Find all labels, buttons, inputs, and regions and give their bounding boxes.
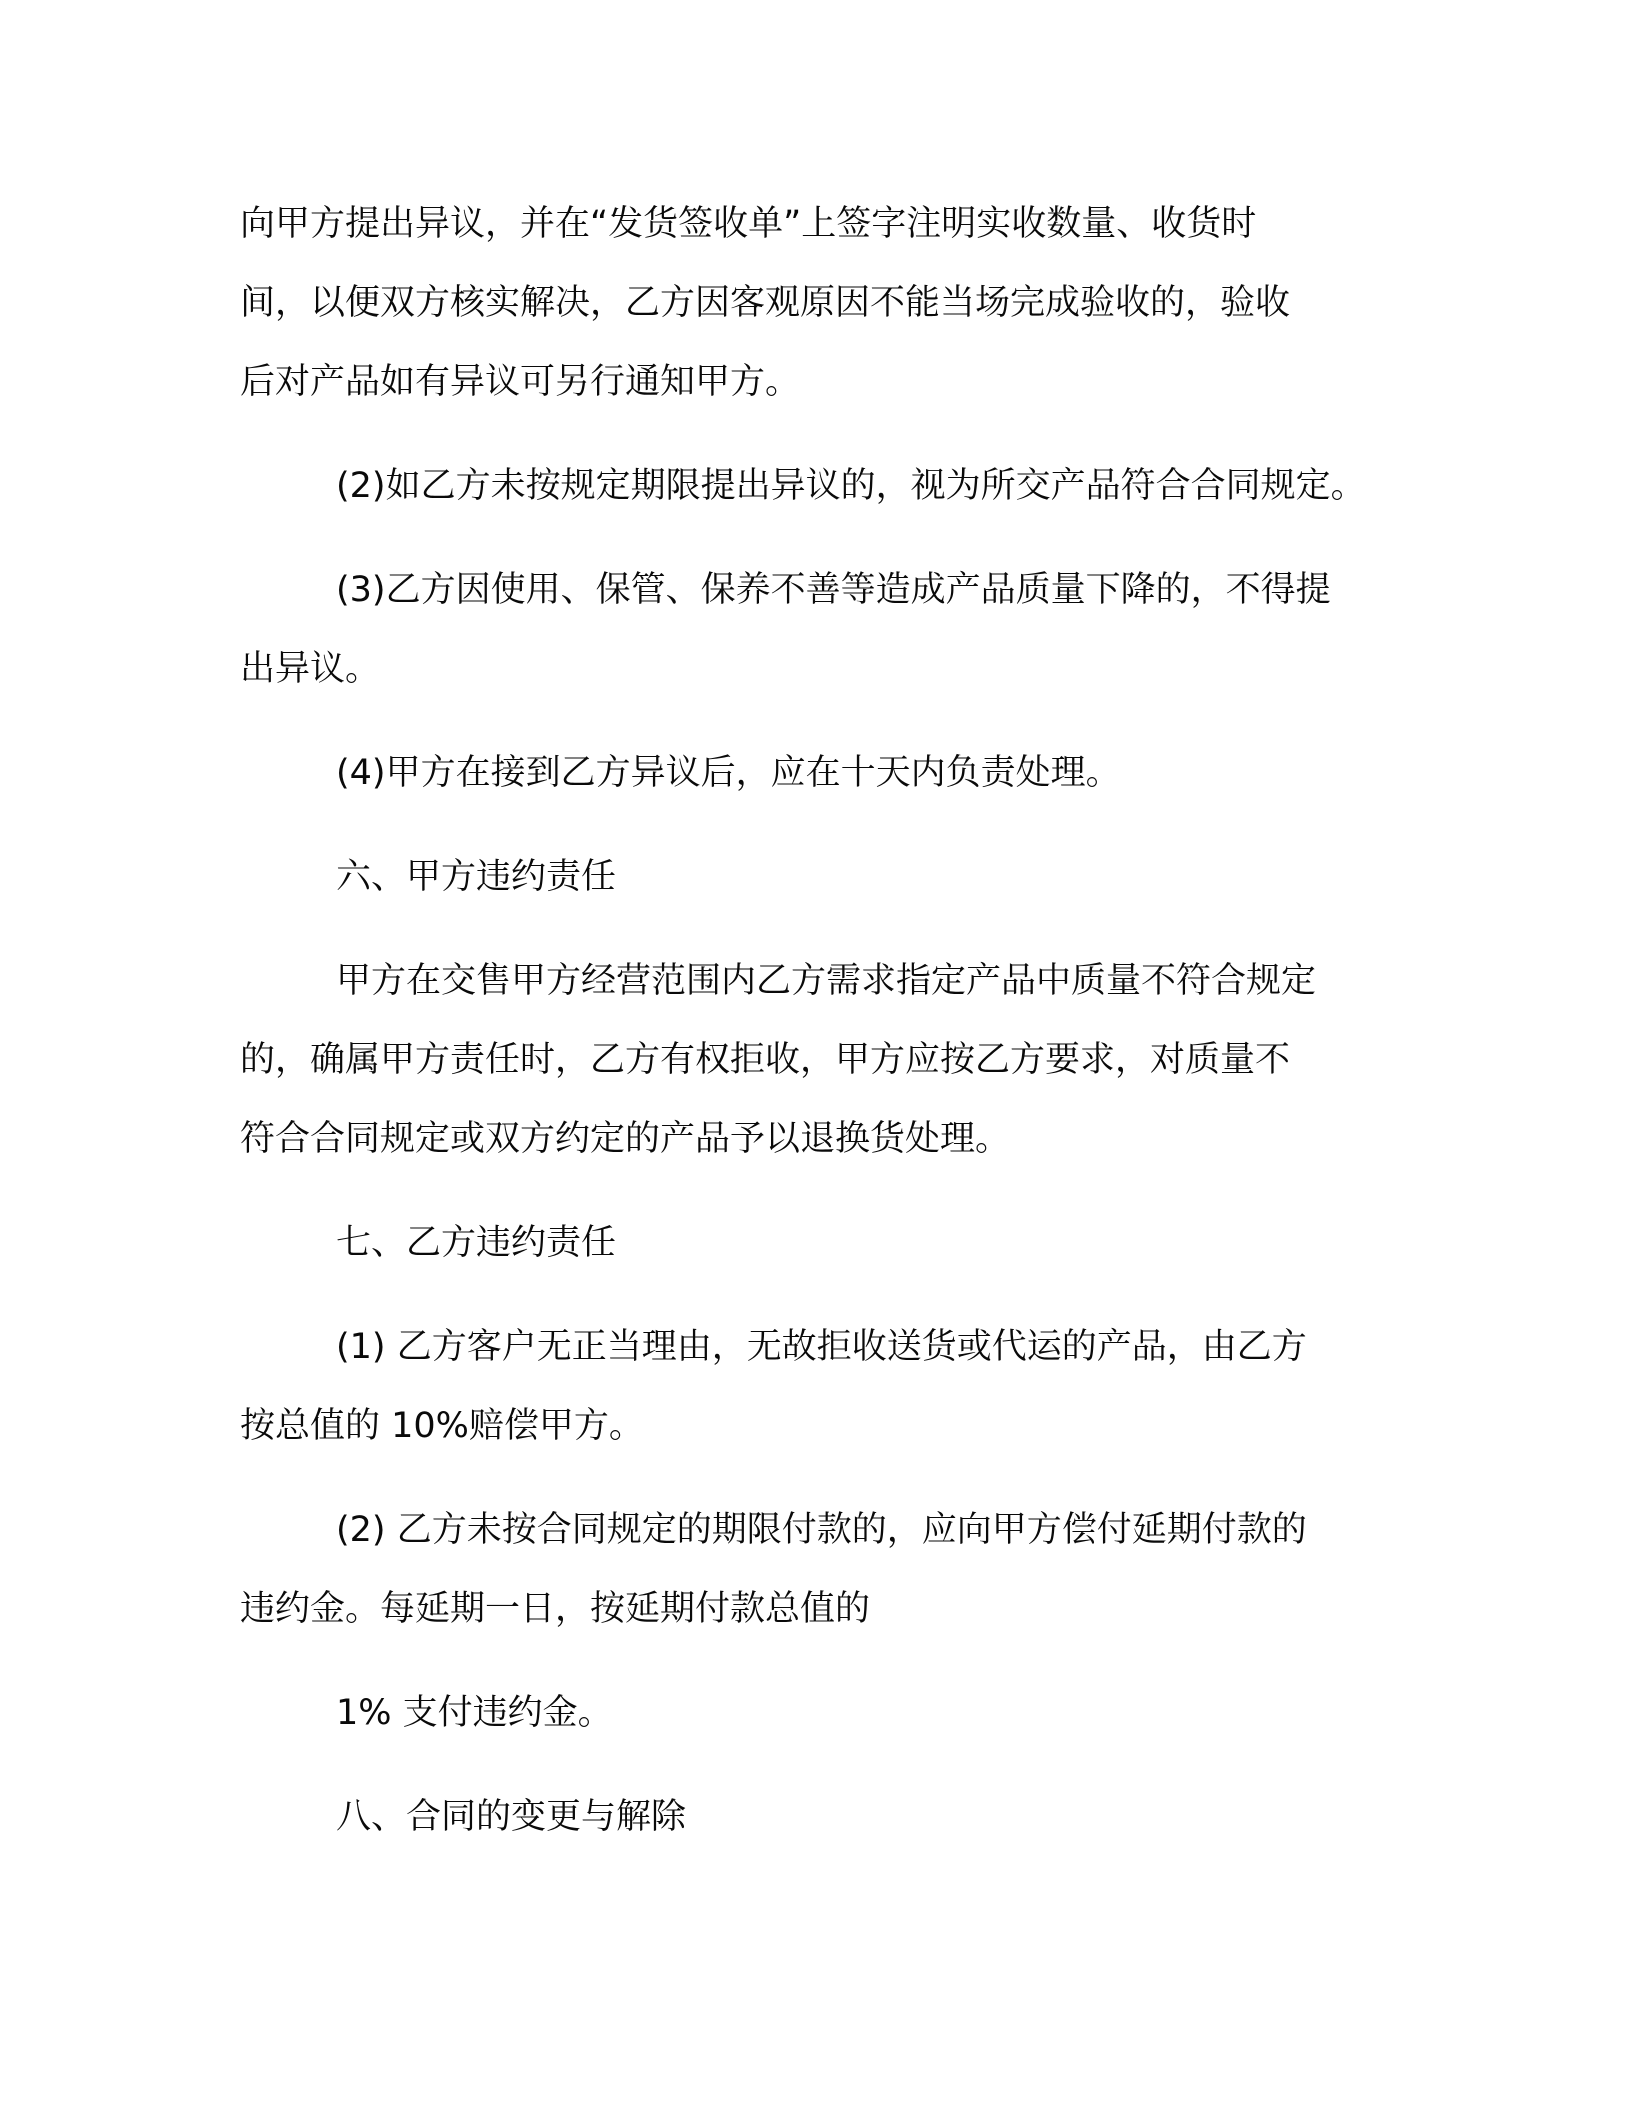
text-line: 向甲方提出异议，并在“发货签收单”上签字注明实收数量、收货时 <box>240 204 1257 244</box>
text-line: (4)甲方在接到乙方异议后，应在十天内负责处理。 <box>336 753 1121 793</box>
text-line: 1% 支付违约金。 <box>336 1693 613 1733</box>
section-heading-8 <box>240 1778 1440 1857</box>
section-title: 六、甲方违约责任 <box>336 857 617 897</box>
section-heading-7 <box>240 1204 1440 1283</box>
text-line: 符合合同规定或双方约定的产品予以退换货处理。 <box>240 1119 1011 1159</box>
document-body <box>240 185 1440 1857</box>
text-line: 甲方在交售甲方经营范围内乙方需求指定产品中质量不符合规定 <box>336 961 1317 1001</box>
clause-7-2-continuation <box>240 1674 1440 1753</box>
text-line: 按总值的 10%赔偿甲方。 <box>240 1406 644 1446</box>
section-title: 七、乙方违约责任 <box>336 1223 617 1263</box>
paragraph-party-a-liability <box>240 942 1440 1179</box>
text-line: 出异议。 <box>240 649 381 689</box>
clause-3 <box>240 551 1440 709</box>
text-line: 后对产品如有异议可另行通知甲方。 <box>240 362 801 402</box>
clause-4 <box>240 734 1440 813</box>
text-line: (2) 乙方未按合同规定的期限付款的，应向甲方偿付延期付款的 <box>336 1510 1307 1550</box>
text-line: (3)乙方因使用、保管、保养不善等造成产品质量下降的，不得提 <box>336 570 1331 610</box>
text-line: (2)如乙方未按规定期限提出异议的，视为所交产品符合合同规定。 <box>336 466 1366 506</box>
clause-7-2 <box>240 1491 1440 1649</box>
clause-7-1 <box>240 1308 1440 1466</box>
section-heading-6 <box>240 838 1440 917</box>
text-line: 违约金。每延期一日，按延期付款总值的 <box>240 1589 871 1629</box>
text-line: (1) 乙方客户无正当理由，无故拒收送货或代运的产品，由乙方 <box>336 1327 1307 1367</box>
text-line: 的，确属甲方责任时，乙方有权拒收，甲方应按乙方要求，对质量不 <box>240 1040 1291 1080</box>
text-line: 间，以便双方核实解决，乙方因客观原因不能当场完成验收的，验收 <box>240 283 1291 323</box>
section-title: 八、合同的变更与解除 <box>336 1797 687 1837</box>
clause-2 <box>240 447 1440 526</box>
paragraph-objection-procedure <box>240 185 1440 422</box>
